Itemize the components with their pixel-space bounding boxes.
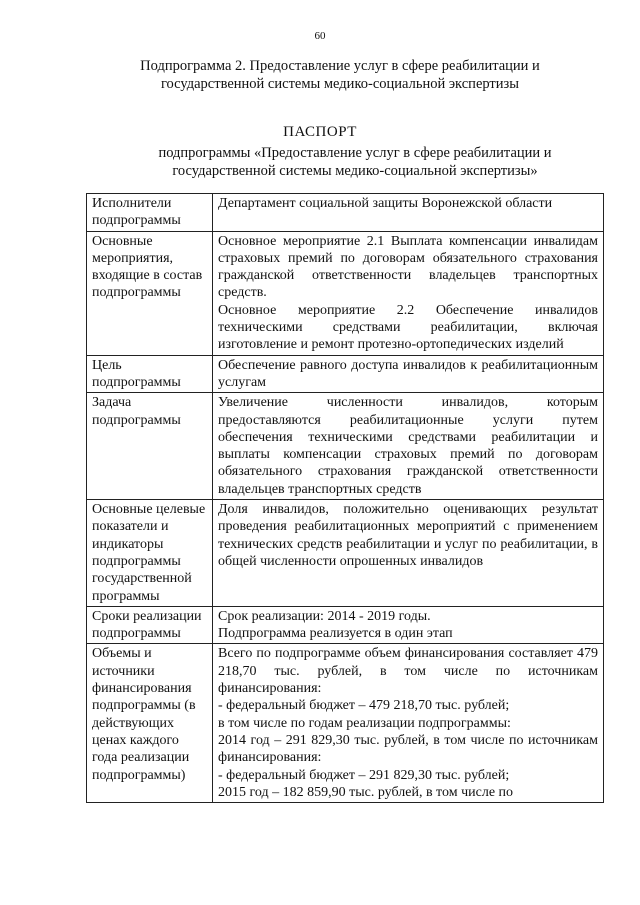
subprogram-title: Подпрограмма 2. Предоставление услуг в сфере реабилитации и государственной системы медико-социальной экспертизы [140,58,540,92]
page-number: 60 [314,30,326,42]
row-value [213,194,604,232]
row-value [213,355,604,393]
passport-heading: ПАСПОРТ [283,124,357,140]
row-value [213,393,604,500]
row-label: Объемы и источники финансирования подпрограммы (в действующих ценах каждого года реализации подпрограммы) [87,644,213,803]
passport-row [87,393,604,500]
row-value-paragraph: 2014 год – 291 829,30 тыс. рублей, в том числе по источникам финансирования: [218,732,598,766]
passport-row [87,194,604,232]
row-value-paragraph: Увеличение численности инвалидов, которым предоставляются реабилитационные услуги путем обеспечения техническими средствами реабилитации и выплаты компенсации страховых премий по договорам обязательного страхования гражданской ответственности владельцев транспортных средств [218,395,598,497]
row-label: Задача подпрограммы [87,393,213,500]
row-value-paragraph: - федеральный бюджет – 291 829,30 тыс. рублей; [218,767,510,783]
row-value-paragraph: 2015 год – 182 859,90 тыс. рублей, в том числе по [218,784,514,800]
row-value [213,644,604,803]
row-value-paragraph: Обеспечение равного доступа инвалидов к реабилитационным услугам [218,357,598,390]
row-value [213,500,604,607]
passport-row [87,500,604,607]
passport-row [87,644,604,803]
row-label: Основные мероприятия, входящие в состав подпрограммы [87,231,213,355]
row-label: Исполнители подпрограммы [87,194,213,232]
row-label: Сроки реализации подпрограммы [87,606,213,644]
row-value-paragraph: Основное мероприятие 2.2 Обеспечение инвалидов техническими средствами реабилитации, включая изготовление и ремонт протезно-ортопедических изделий [218,302,598,353]
row-value [213,231,604,355]
row-label: Цель подпрограммы [87,355,213,393]
passport-subtitle: подпрограммы «Предоставление услуг в сфере реабилитации и государственной системы медико-социальной экспертизы» [158,145,552,179]
row-value-paragraph: Всего по подпрограмме объем финансирования составляет 479 218,70 тыс. рублей, в том числе по источникам финансирования: [218,646,598,697]
row-value-paragraph: - федеральный бюджет – 479 218,70 тыс. рублей; [218,698,510,714]
row-value-paragraph: в том числе по годам реализации подпрограммы: [218,715,511,731]
passport-row [87,355,604,393]
passport-row [87,231,604,355]
row-value-paragraph: Основное мероприятие 2.1 Выплата компенсации инвалидам страховых премий по договорам обязательного страхования гражданской ответственности владельцев транспортных средств. [218,233,598,301]
row-value-paragraph: Доля инвалидов, положительно оценивающих результат проведения реабилитационных мероприятий с применением технических средств реабилитации и услуг по реабилитации, в общей численности опрошенных инвалидов [218,502,598,569]
passport-row [87,606,604,644]
passport-table [86,193,604,803]
row-value-paragraph: Департамент социальной защиты Воронежской области [218,196,553,211]
row-label: Основные целевые показатели и индикаторы подпрограммы государственной программы [87,500,213,607]
row-value [213,606,604,644]
row-value-paragraph: Подпрограмма реализуется в один этап [218,626,453,642]
row-value-paragraph: Срок реализации: 2014 - 2019 годы. [218,608,431,624]
